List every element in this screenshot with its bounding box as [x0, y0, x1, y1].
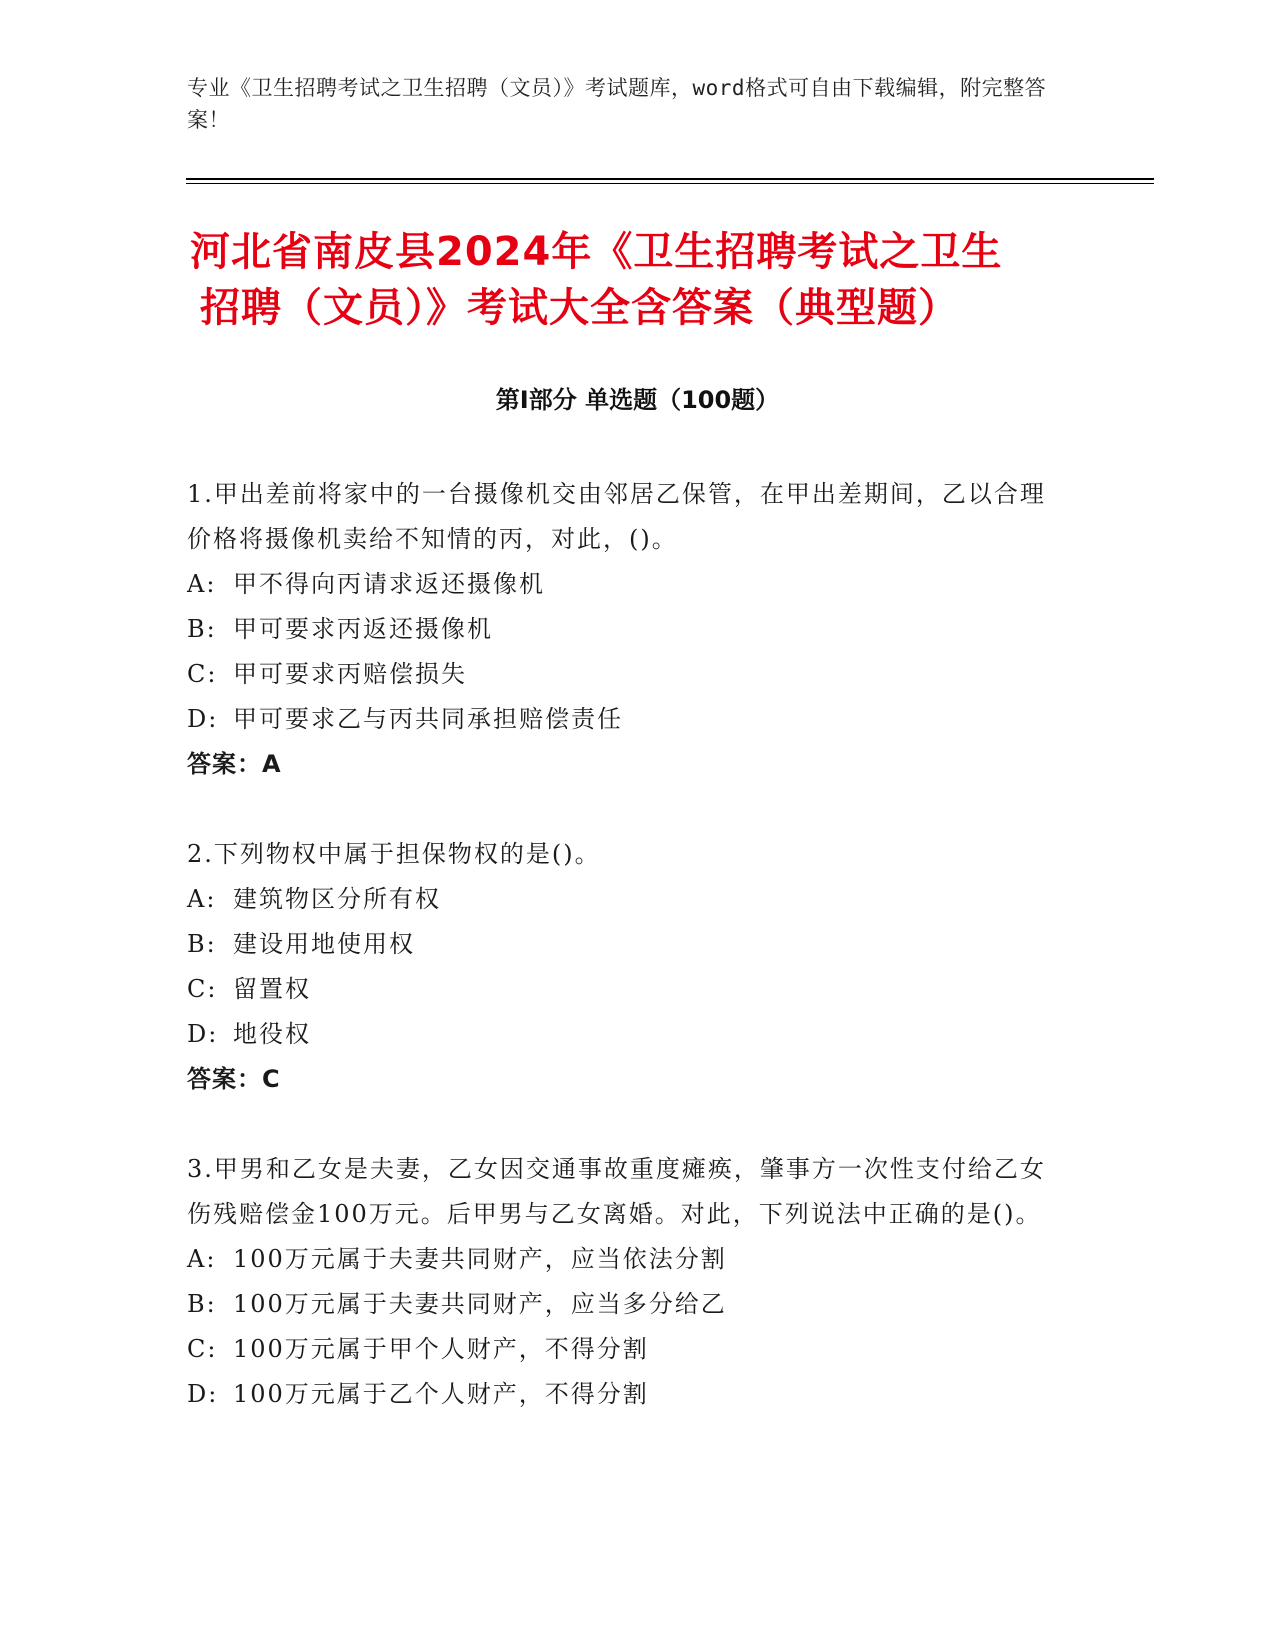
option-letter: D: [187, 1020, 219, 1048]
section-heading: 第Ⅰ部分 单选题（100题） [495, 386, 780, 414]
option-text: 建筑物区分所有权 [233, 885, 441, 913]
option-text: 地役权 [233, 1020, 311, 1048]
option-d [187, 697, 1067, 742]
question-1 [187, 472, 1067, 787]
option-a [187, 877, 1067, 922]
option-a [187, 1237, 1067, 1282]
option-b [187, 607, 1067, 652]
option-text: 100万元属于夫妻共同财产，应当多分给乙 [233, 1290, 727, 1318]
option-letter: B: [187, 930, 217, 958]
option-b [187, 922, 1067, 967]
question-stem: 1.甲出差前将家中的一台摄像机交由邻居乙保管，在甲出差期间，乙以合理价格将摄像机卖给不知情的丙，对此，()。 [187, 480, 1046, 553]
option-text: 100万元属于乙个人财产，不得分割 [233, 1380, 649, 1408]
question-3 [187, 1147, 1067, 1417]
document-title-line1: 河北省南皮县2024年《卫生招聘考试之卫生 [190, 229, 1003, 275]
option-c [187, 1327, 1067, 1372]
option-c [187, 967, 1067, 1012]
option-c [187, 652, 1067, 697]
option-letter: A: [187, 570, 217, 598]
header-rule-thin [186, 183, 1154, 184]
question-stem: 3.甲男和乙女是夫妻，乙女因交通事故重度瘫痪，肇事方一次性支付给乙女伤残赔偿金100万元。后甲男与乙女离婚。对此，下列说法中正确的是()。 [187, 1155, 1046, 1228]
question-list [187, 472, 1067, 1462]
option-letter: C: [187, 1335, 218, 1363]
option-text: 甲可要求丙返还摄像机 [233, 615, 493, 643]
option-letter: A: [187, 1245, 217, 1273]
option-text: 100万元属于夫妻共同财产，应当依法分割 [233, 1245, 727, 1273]
option-text: 甲不得向丙请求返还摄像机 [233, 570, 545, 598]
option-letter: B: [187, 1290, 217, 1318]
option-a [187, 562, 1067, 607]
answer-label: 答案：A [187, 750, 282, 778]
option-d [187, 1012, 1067, 1057]
option-text: 100万元属于甲个人财产，不得分割 [233, 1335, 649, 1363]
option-letter: C: [187, 975, 218, 1003]
question-2 [187, 832, 1067, 1102]
option-text: 建设用地使用权 [233, 930, 415, 958]
option-letter: C: [187, 660, 218, 688]
option-text: 甲可要求乙与丙共同承担赔偿责任 [233, 705, 623, 733]
option-text: 甲可要求丙赔偿损失 [233, 660, 467, 688]
option-d [187, 1372, 1067, 1417]
document-title-line2: 招聘（文员）》考试大全含答案（典型题） [200, 285, 959, 331]
option-letter: B: [187, 615, 217, 643]
option-b [187, 1282, 1067, 1327]
option-letter: D: [187, 1380, 219, 1408]
option-letter: A: [187, 885, 217, 913]
answer-label: 答案：C [187, 1065, 281, 1093]
header-rule-thick [186, 178, 1154, 180]
option-letter: D: [187, 705, 219, 733]
header-note: 专业《卫生招聘考试之卫生招聘（文员）》考试题库，word格式可自由下载编辑，附完整答案！ [187, 76, 1047, 132]
question-stem: 2.下列物权中属于担保物权的是()。 [187, 840, 601, 868]
document-title [190, 224, 1090, 336]
option-text: 留置权 [233, 975, 311, 1003]
